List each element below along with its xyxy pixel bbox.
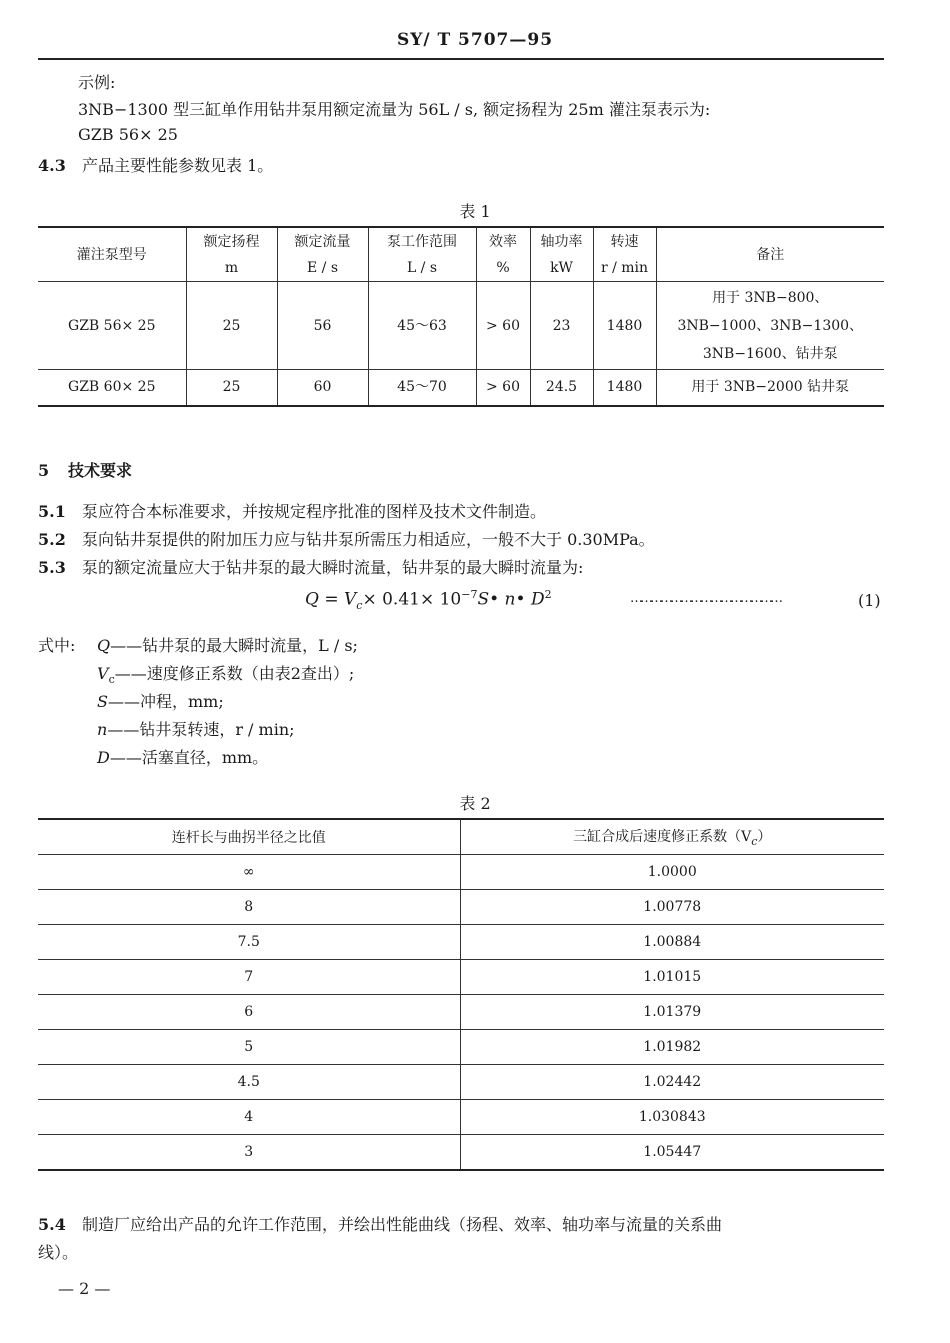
section-number: 5.2	[38, 530, 66, 549]
header-cell: 转速 r / min	[593, 227, 656, 282]
cell-coef: 1.01015	[460, 960, 884, 995]
cell-ratio: 4.5	[38, 1065, 460, 1100]
section-text: 制造厂应给出产品的允许工作范围，并绘出性能曲线（扬程、效率、轴功率与流量的关系曲	[82, 1215, 723, 1234]
cell-range: 45～63	[368, 282, 476, 370]
section-5-1	[38, 499, 546, 522]
cell-coef: 1.02442	[460, 1065, 884, 1100]
cell-head: 25	[186, 282, 277, 370]
cell-ratio: 4	[38, 1100, 460, 1135]
cell-power: 24.5	[530, 370, 593, 406]
header-cell: 额定扬程 m	[186, 227, 277, 282]
cell-ratio: 3	[38, 1135, 460, 1171]
cell-ratio: 7	[38, 960, 460, 995]
cell-speed: 1480	[593, 282, 656, 370]
cell-note: 用于 3NB−800、 3NB−1000、3NB−1300、 3NB−1600、钻井泵	[656, 282, 884, 370]
section-title: 技术要求	[68, 461, 133, 480]
section-5-4-continued: 线）。	[38, 1243, 79, 1262]
cell-coef: 1.00884	[460, 925, 884, 960]
where-item: D——活塞直径，mm。	[97, 748, 269, 767]
cell-head: 25	[186, 370, 277, 406]
table-row	[38, 282, 884, 370]
cell-model: GZB 60× 25	[38, 370, 186, 406]
cell-efficiency: > 60	[476, 370, 530, 406]
cell-flow: 56	[277, 282, 368, 370]
where-item: $V_c——$速度修正系数（由表2查出）;	[97, 664, 355, 687]
table-1	[38, 226, 884, 407]
header-cell: 三缸合成后速度修正系数$(V_c)$	[460, 819, 884, 855]
section-number: 4.3	[38, 156, 66, 175]
section-text: 产品主要性能参数见表 1。	[82, 156, 274, 175]
header-cell: 连杆长与曲拐半径之比值	[38, 819, 460, 855]
table-1-caption: 表 1	[459, 202, 491, 221]
table-row	[38, 1100, 884, 1135]
formula-leader-dots: ………………………………………	[630, 591, 780, 606]
section-4-3	[38, 153, 273, 176]
example-line-2: GZB 56× 25	[78, 125, 178, 144]
where-item: n——钻井泵转速，r / min;	[97, 720, 295, 739]
cell-ratio: ∞	[38, 855, 460, 890]
where-label: 式中:	[38, 636, 76, 655]
example-label: 示例:	[78, 73, 116, 92]
cell-coef: 1.0000	[460, 855, 884, 890]
header-cell: 轴功率 kW	[530, 227, 593, 282]
section-text: 泵应符合本标准要求，并按规定程序批准的图样及技术文件制造。	[82, 502, 547, 521]
cell-model: GZB 56× 25	[38, 282, 186, 370]
section-5-2	[38, 527, 655, 550]
cell-coef: 1.01379	[460, 995, 884, 1030]
section-text: 泵的额定流量应大于钻井泵的最大瞬时流量，钻井泵的最大瞬时流量为:	[82, 558, 584, 577]
table-row	[38, 925, 884, 960]
table-header-row	[38, 819, 884, 855]
header-cell: 备注	[656, 227, 884, 282]
header-cell: 泵工作范围 L / s	[368, 227, 476, 282]
section-5-heading	[38, 458, 132, 481]
cell-speed: 1480	[593, 370, 656, 406]
table-row	[38, 1065, 884, 1100]
header-cell: 额定流量 E / s	[277, 227, 368, 282]
header-cell: 灌注泵型号	[38, 227, 186, 282]
example-line-1: 3NB−1300 型三缸单作用钻井泵用额定流量为 56L / s, 额定扬程为 25m 灌注泵表示为:	[78, 100, 711, 119]
table-2-caption: 表 2	[459, 794, 491, 813]
section-number: 5.3	[38, 558, 66, 577]
table-row	[38, 890, 884, 925]
cell-coef: 1.00778	[460, 890, 884, 925]
page-number: — 2 —	[58, 1279, 111, 1298]
cell-coef: 1.05447	[460, 1135, 884, 1171]
page-header: SY/ T 5707—95	[396, 30, 554, 50]
table-header-row	[38, 227, 884, 282]
table-row	[38, 1135, 884, 1171]
cell-ratio: 8	[38, 890, 460, 925]
cell-note: 用于 3NB−2000 钻井泵	[656, 370, 884, 406]
cell-coef: 1.030843	[460, 1100, 884, 1135]
cell-power: 23	[530, 282, 593, 370]
cell-ratio: 6	[38, 995, 460, 1030]
cell-range: 45～70	[368, 370, 476, 406]
cell-ratio: 7.5	[38, 925, 460, 960]
table-row	[38, 1030, 884, 1065]
section-number: 5	[38, 461, 50, 480]
formula-number: (1)	[858, 591, 881, 610]
table-row	[38, 995, 884, 1030]
cell-coef: 1.01982	[460, 1030, 884, 1065]
where-item: Q——钻井泵的最大瞬时流量，L / s;	[97, 636, 358, 655]
cell-ratio: 5	[38, 1030, 460, 1065]
table-2	[38, 818, 884, 1171]
header-cell: 效率 %	[476, 227, 530, 282]
cell-efficiency: > 60	[476, 282, 530, 370]
section-5-3	[38, 555, 583, 578]
where-item: S——冲程，mm;	[97, 692, 224, 711]
section-number: 5.1	[38, 502, 66, 521]
section-number: 5.4	[38, 1215, 66, 1234]
formula-1: $Q = V_c\times 0.41\times$ $10^{-7}S•$ n• $D^2$	[305, 588, 552, 613]
section-5-4	[38, 1212, 722, 1235]
table-row	[38, 370, 884, 406]
section-text: 泵向钻井泵提供的附加压力应与钻井泵所需压力相适应，一般不大于 0.30MPa。	[82, 530, 655, 549]
header-rule	[38, 58, 884, 60]
table-row	[38, 960, 884, 995]
cell-flow: 60	[277, 370, 368, 406]
table-row	[38, 855, 884, 890]
